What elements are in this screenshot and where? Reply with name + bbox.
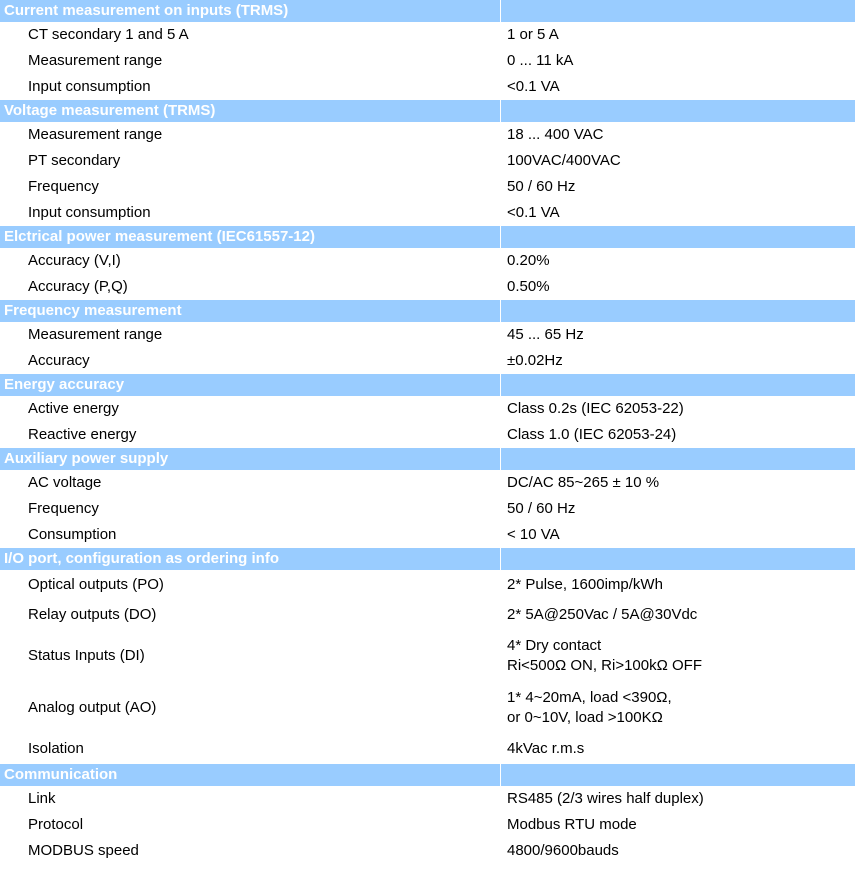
section-title: Energy accuracy (0, 374, 500, 396)
section-header-energy-accuracy (0, 374, 855, 396)
table-row (0, 600, 855, 630)
spec-value: 18 ... 400 VAC (507, 126, 604, 143)
spec-value: 0.20% (507, 252, 550, 269)
section-header-power-measurement (0, 226, 855, 248)
table-row (0, 422, 855, 448)
spec-label: Active energy (28, 400, 119, 417)
table-row (0, 396, 855, 422)
table-row (0, 734, 855, 764)
section-header-io-port (0, 548, 855, 570)
section-title: Current measurement on inputs (TRMS) (0, 0, 500, 22)
spec-label: Input consumption (28, 204, 151, 221)
spec-value: 4kVac r.m.s (507, 740, 585, 757)
spec-value: 2* 5A@250Vac / 5A@30Vdc (507, 606, 698, 623)
section-title: Voltage measurement (TRMS) (0, 100, 500, 122)
table-row (0, 22, 855, 48)
spec-label: Reactive energy (28, 426, 137, 443)
section-header-frequency-measurement (0, 300, 855, 322)
section-header-voltage-measurement (0, 100, 855, 122)
table-row (0, 200, 855, 226)
table-row (0, 522, 855, 548)
section-header-current-measurement (0, 0, 855, 22)
spec-label: AC voltage (28, 474, 102, 491)
spec-value: <0.1 VA (507, 204, 560, 221)
spec-label: PT secondary (28, 152, 121, 169)
spec-value: RS485 (2/3 wires half duplex) (507, 790, 704, 807)
spec-label: Measurement range (28, 326, 163, 343)
table-row (0, 630, 855, 682)
spec-label: Accuracy (P,Q) (28, 278, 128, 295)
spec-value: Modbus RTU mode (507, 816, 637, 833)
table-row (0, 838, 855, 864)
table-row (0, 496, 855, 522)
spec-label: Link (28, 790, 56, 807)
spec-value: 0 ... 11 kA (507, 52, 574, 69)
spec-label: Protocol (28, 816, 84, 833)
spec-label: Consumption (28, 526, 117, 543)
spec-label: Accuracy (V,I) (28, 252, 121, 269)
spec-label: Accuracy (28, 352, 90, 369)
spec-value: 4800/9600bauds (507, 842, 619, 859)
spec-value-multiline (500, 682, 855, 734)
table-row (0, 470, 855, 496)
spec-label: Measurement range (28, 126, 163, 143)
spec-label: Measurement range (28, 52, 163, 69)
spec-label: Input consumption (28, 78, 151, 95)
spec-label: Status Inputs (DI) (28, 647, 145, 664)
section-title: Elctrical power measurement (IEC61557-12) (0, 226, 500, 248)
spec-value-line: or 0~10V, load >100KΩ (507, 709, 663, 726)
table-row (0, 570, 855, 600)
spec-value: 0.50% (507, 278, 550, 295)
section-header-communication (0, 764, 855, 786)
table-row (0, 174, 855, 200)
table-row (0, 248, 855, 274)
table-row (0, 74, 855, 100)
spec-value: DC/AC 85~265 ± 10 % (507, 474, 660, 491)
section-title: Frequency measurement (0, 300, 500, 322)
spec-value-multiline (500, 630, 855, 682)
spec-value: 2* Pulse, 1600imp/kWh (507, 576, 663, 593)
table-row (0, 122, 855, 148)
spec-value-line: 4* Dry contact (507, 637, 602, 654)
spec-value: < 10 VA (507, 526, 560, 543)
table-row (0, 786, 855, 812)
spec-value: <0.1 VA (507, 78, 560, 95)
spec-value: Class 0.2s (IEC 62053-22) (507, 400, 684, 417)
section-title: Communication (0, 764, 500, 786)
spec-value: 100VAC/400VAC (507, 152, 621, 169)
spec-value-line: Ri<500Ω ON, Ri>100kΩ OFF (507, 657, 702, 674)
spec-label: Isolation (28, 740, 84, 757)
spec-value: 50 / 60 Hz (507, 178, 576, 195)
table-row (0, 682, 855, 734)
spec-label: CT secondary 1 and 5 A (28, 26, 189, 43)
table-row (0, 812, 855, 838)
spec-value-line: 1* 4~20mA, load <390Ω, (507, 689, 672, 706)
spec-label: Frequency (28, 178, 99, 195)
spec-value: 1 or 5 A (507, 26, 559, 43)
table-row (0, 48, 855, 74)
table-row (0, 148, 855, 174)
spec-label: Analog output (AO) (28, 699, 157, 716)
section-header-auxiliary-power (0, 448, 855, 470)
spec-value: 45 ... 65 Hz (507, 326, 584, 343)
table-row (0, 322, 855, 348)
table-row (0, 274, 855, 300)
spec-value: ±0.02Hz (507, 352, 563, 369)
spec-label: Relay outputs (DO) (28, 606, 157, 623)
spec-value: 50 / 60 Hz (507, 500, 576, 517)
spec-label: Frequency (28, 500, 99, 517)
section-title: Auxiliary power supply (0, 448, 500, 470)
spec-label: MODBUS speed (28, 842, 139, 859)
spec-label: Optical outputs (PO) (28, 576, 164, 593)
section-title: I/O port, configuration as ordering info (0, 548, 500, 570)
spec-value: Class 1.0 (IEC 62053-24) (507, 426, 677, 443)
table-row (0, 348, 855, 374)
